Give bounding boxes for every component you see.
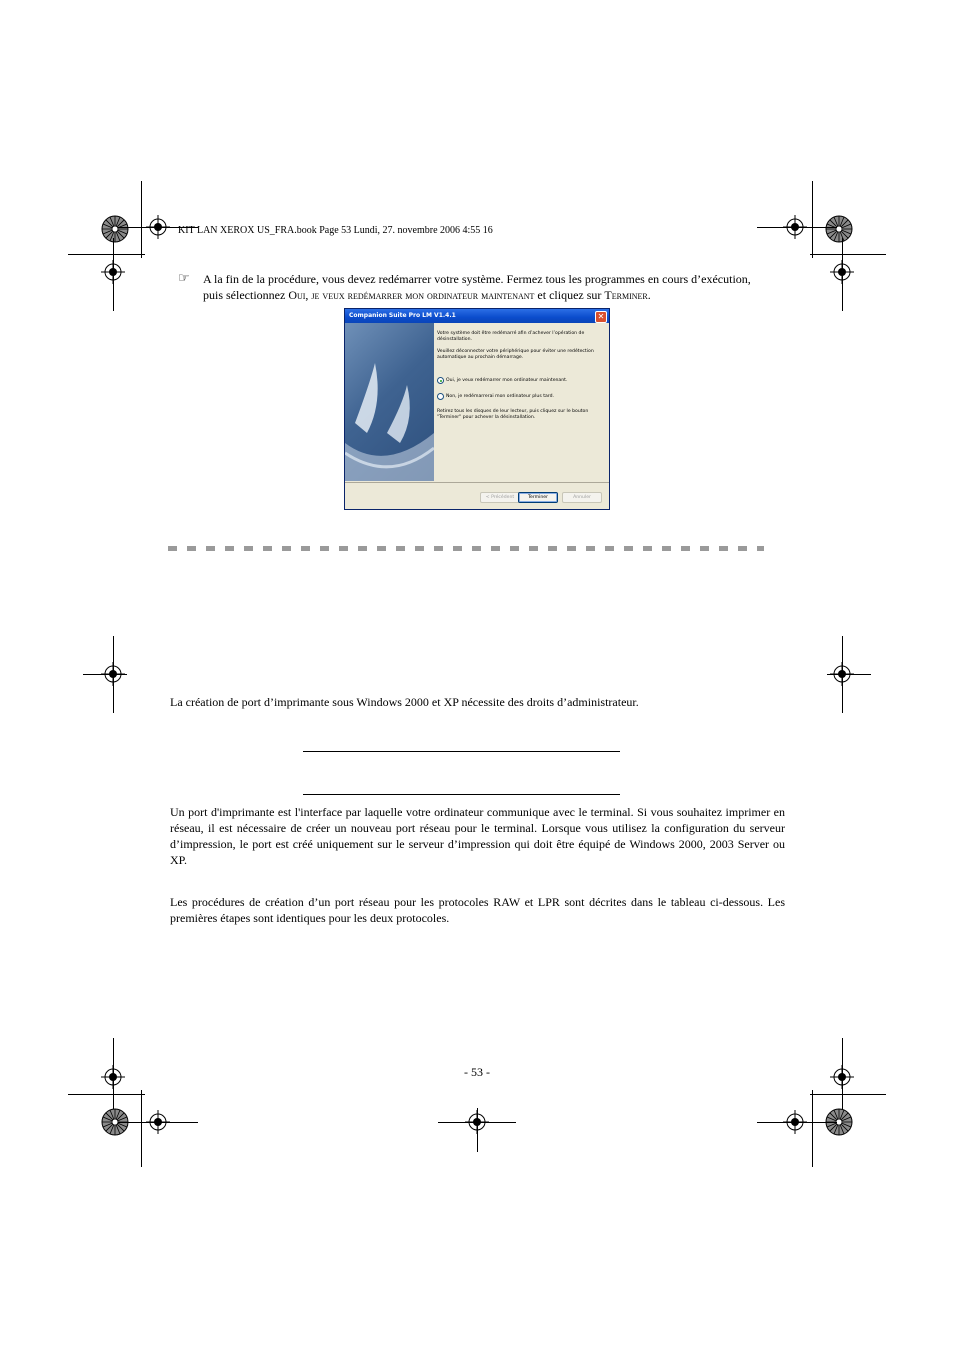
previous-button[interactable]: < Précédent (480, 492, 520, 503)
crop-mark (810, 1094, 886, 1095)
registration-mark-icon (101, 260, 125, 284)
finish-button[interactable]: Terminer (518, 492, 558, 503)
wizard-logo-icon (345, 323, 434, 481)
registration-mark-icon (830, 662, 854, 686)
radio-selected-icon (437, 377, 444, 384)
crop-mark (812, 1090, 813, 1167)
registration-mark-icon (783, 1110, 807, 1134)
dialog-content (437, 331, 603, 427)
registration-mark-icon (830, 260, 854, 284)
note-button-text: Terminer (604, 288, 648, 302)
dialog-message-disconnect: Veuillez déconnecter votre périphérique pour éviter une redétection automatique au prochain démarrage. (437, 349, 594, 360)
crop-mark (141, 181, 142, 258)
note-line2-mid: et cliquez sur (534, 288, 605, 302)
dialog-title: Companion Suite Pro LM V1.4.1 (349, 312, 456, 319)
table-rule (303, 794, 620, 795)
section-divider (168, 546, 764, 551)
dialog-message-restart: Votre système doit être redémarré afin d’achever l’opération de désinstallation. (437, 331, 585, 342)
admin-rights-note: La création de port d’imprimante sous Windows 2000 et XP nécessite des droits d’administrateur. (170, 695, 639, 709)
book-file-info: KIT LAN XEROX US_FRA.book Page 53 Lundi, 27. novembre 2006 4:55 16 (178, 225, 493, 236)
dialog-separator (345, 482, 609, 483)
color-rose-icon (825, 215, 853, 243)
registration-mark-icon (783, 215, 807, 239)
registration-mark-icon (146, 1110, 170, 1134)
registration-mark-icon (101, 662, 125, 686)
port-procedures-intro: Les procédures de création d’un port réseau pour les protocoles RAW et LPR sont décrites dans le tableau ci-dessous. Les premières étapes sont identiques pour les deux protocoles. (170, 895, 785, 925)
wizard-banner-image (345, 323, 434, 481)
crop-mark (68, 254, 145, 255)
note-line2-start: puis sélectionnez (203, 288, 289, 302)
radio-empty-icon (437, 393, 444, 400)
table-rule (303, 751, 620, 752)
dialog-title-bar (345, 309, 609, 323)
close-icon[interactable]: ✕ (595, 311, 607, 323)
radio-restart-now-label: Oui, je veux redémarrer mon ordinateur maintenant. (446, 377, 568, 383)
registration-mark-icon (146, 215, 170, 239)
radio-restart-later-label: Non, je redémarrerai mon ordinateur plus tard. (446, 393, 554, 399)
crop-mark (810, 254, 886, 255)
radio-restart-later[interactable] (437, 393, 603, 400)
registration-mark-icon (465, 1110, 489, 1134)
uninstall-dialog (344, 308, 610, 510)
restart-note (178, 271, 788, 303)
note-option-text: Oui, je veux redémarrer mon ordinateur maintenant (288, 288, 535, 302)
printer-port-description: Un port d'imprimante est l'interface par laquelle votre ordinateur communique avec le terminal. Si vous souhaitez imprimer en réseau, il est nécessaire de créer un nouveau port réseau pour le terminal. Lorsque vous utilisez la configuration du serveur d’impression, le port est créé uniquement sur le serveur d’impression qui doit être équipé de Windows 2000, 2003 Server ou XP. (170, 805, 785, 867)
crop-mark (141, 1090, 142, 1167)
radio-restart-now[interactable] (437, 377, 603, 384)
crop-mark (68, 1094, 145, 1095)
dialog-message-remove-disks: Retirez tous les disques de leur lecteur, puis cliquez sur le bouton "Terminer" pour achever la désinstallation. (437, 409, 589, 420)
cancel-button[interactable]: Annuler (562, 492, 602, 503)
note-line2-end: . (647, 288, 651, 302)
pointing-hand-icon: ☞ (178, 271, 190, 286)
crop-mark (812, 181, 813, 258)
page-number: - 53 - (464, 1065, 490, 1079)
note-line1: A la fin de la procédure, vous devez redémarrer votre système. Fermez tous les programmes en cours d’exécution, (203, 272, 751, 286)
color-rose-icon (101, 215, 129, 243)
